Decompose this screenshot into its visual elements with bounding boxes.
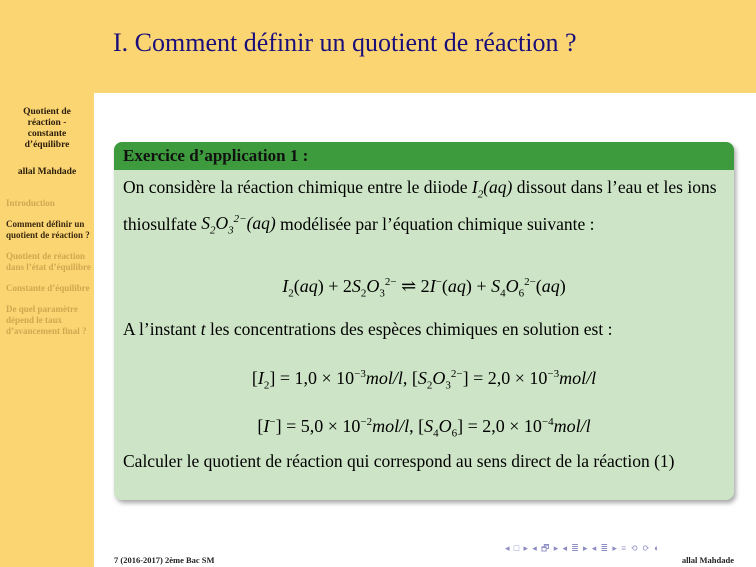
sidebar-item-final-advancement[interactable]: De quel paramètre dépend le taux d’avancement final ?: [6, 304, 87, 336]
sidebar-item-quotient-definition[interactable]: Comment définir un quotient de réaction ?: [6, 219, 90, 240]
exercise-block: [114, 142, 734, 500]
diiode-formula: $I_2(aq)$: [471, 177, 513, 201]
reaction-equation: $I_2(aq) + 2S_2O_3^{2-}$ ⇌ $2I^-(aq) + S_4O_6^{2-}(aq)$: [282, 276, 566, 300]
intro-text-1: On considère la réaction chimique entre le diiode: [123, 177, 472, 197]
intro-paragraph: [123, 175, 723, 244]
sidebar-title-line: constante: [27, 129, 67, 139]
footer-left: 7 (2016-2017) 2ème Bac SM: [114, 555, 215, 565]
exercise-title: Exercice d’application 1 :: [114, 142, 734, 170]
sidebar-title-line: d’équilibre: [24, 140, 70, 150]
sidebar-item-introduction[interactable]: Introduction: [6, 198, 55, 208]
concentration-line-2: $[I^-] = 5,0 \times 10^{-2}mol/l$, $[S_4O_6] = 2,0 \times 10^{-4}mol/l$: [257, 416, 591, 440]
sidebar-title-line: Quotient de: [23, 107, 71, 117]
instant-variable: t: [200, 319, 206, 339]
sidebar-item-equilibrium-constant[interactable]: Constante d’équilibre: [6, 283, 90, 293]
beamer-navigation-icons[interactable]: ◂ □ ▸ ◂ 🗗 ▸ ◂ ≣ ▸ ◂ ≣ ▸ ≡ ⟲ ⟳ ◐: [505, 543, 661, 553]
sidebar-item-quotient-equilibrium[interactable]: Quotient de réaction dans l’état d’équilibre: [6, 251, 91, 272]
instant-text-1: A l’instant: [123, 319, 201, 339]
instant-paragraph: [123, 317, 723, 342]
intro-text-2: dissout dans l’eau et les ions thiosulfate: [123, 177, 717, 234]
slide-title: I. Comment définir un quotient de réaction ?: [113, 28, 577, 57]
instant-text-2: les concentrations des espèces chimiques en solution est :: [205, 319, 613, 339]
sidebar-nav: [6, 198, 92, 347]
sidebar-title-line: réaction -: [27, 118, 67, 128]
sidebar-author: allal Mahdade: [17, 167, 77, 177]
intro-text-3: modélisée par l’équation chimique suivante :: [275, 213, 595, 234]
thiosulfate-formula: $S_2O_3^{2-}(aq)$: [201, 213, 276, 237]
question-paragraph: Calculer le quotient de réaction qui correspond au sens direct de la réaction (1): [123, 451, 675, 471]
concentration-line-1: $[I_2] = 1,0 \times 10^{-3}mol/l$, $[S_2O_3^{2-}] = 2,0 \times 10^{-3}mol/l$: [251, 368, 597, 392]
footer-right: allal Mahdade: [681, 555, 734, 565]
sidebar-presentation-title: [6, 107, 88, 151]
